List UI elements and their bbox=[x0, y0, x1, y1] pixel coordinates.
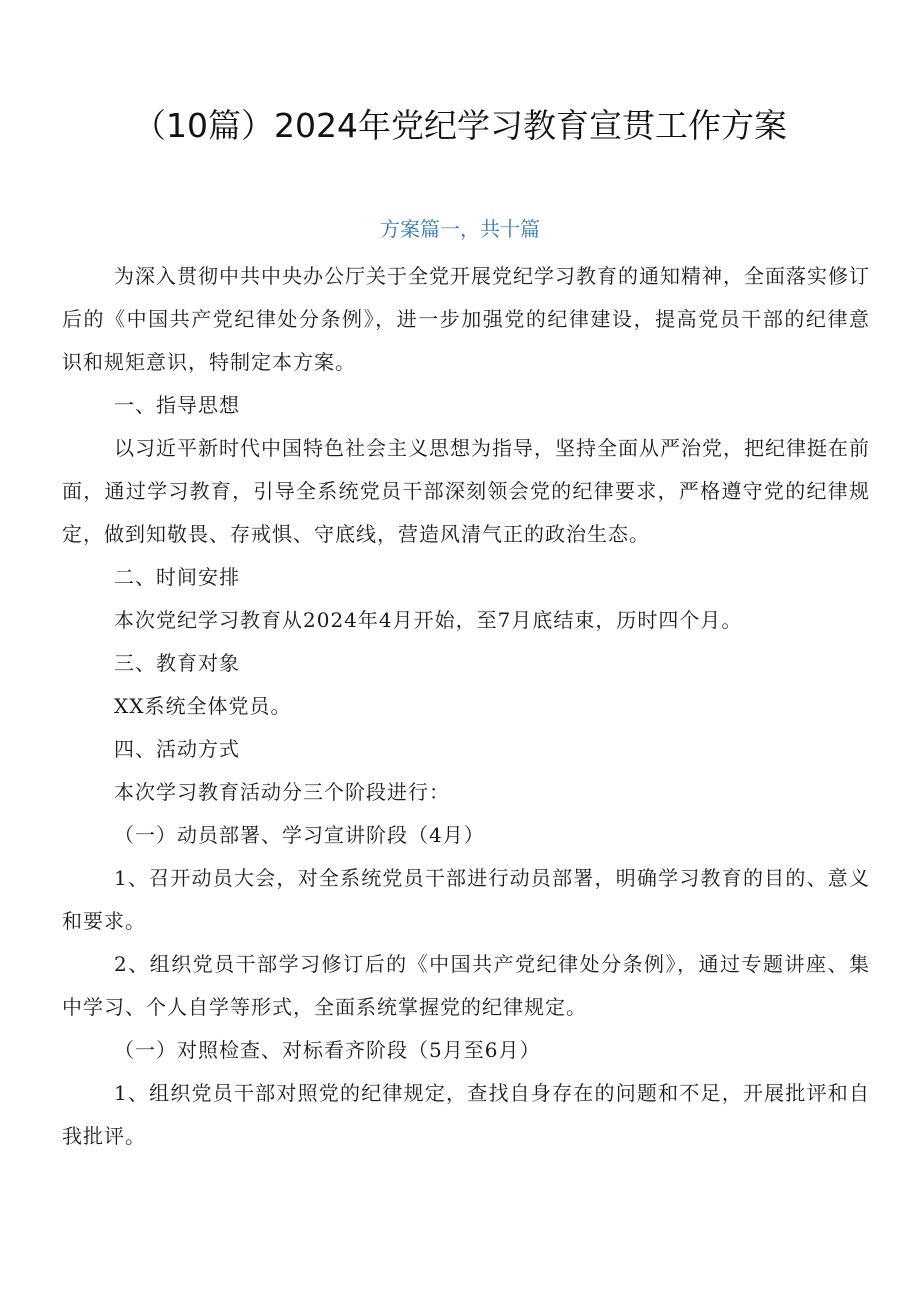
self-check-item-1: 1、组织党员干部对照党的纪律规定，查找自身存在的问题和不足，开展批评和自我批评。 bbox=[62, 1081, 870, 1148]
mobilization-item-2: 2、组织党员干部学习修订后的《中国共产党纪律处分条例》，通过专题讲座、集中学习、个人自学等形式，全面系统掌握党的纪律规定。 bbox=[62, 952, 870, 1019]
audience-paragraph: XX系统全体党员。 bbox=[114, 694, 292, 718]
document-subtitle: 方案篇一，共十篇 bbox=[380, 217, 540, 241]
document-title: （10篇）2024年党纪学习教育宣贯工作方案 bbox=[133, 106, 787, 145]
intro-paragraph: 为深入贯彻中共中央办公厅关于全党开展党纪学习教育的通知精神，全面落实修订后的《中国共产党纪律处分条例》，进一步加强党的纪律建设，提高党员干部的纪律意识和规矩意识，特制定本方案。 bbox=[62, 264, 870, 374]
section-heading-audience: 三、教育对象 bbox=[114, 651, 240, 675]
methods-paragraph: 本次学习教育活动分三个阶段进行： bbox=[114, 780, 450, 804]
schedule-paragraph: 本次党纪学习教育从2024年4月开始，至7月底结束，历时四个月。 bbox=[114, 608, 743, 632]
section-heading-schedule: 二、时间安排 bbox=[114, 565, 240, 589]
mobilization-item-1: 1、召开动员大会，对全系统党员干部进行动员部署，明确学习教育的目的、意义和要求。 bbox=[62, 866, 870, 933]
guiding-ideology-paragraph: 以习近平新时代中国特色社会主义思想为指导，坚持全面从严治党，把纪律挺在前面，通过学习教育，引导全系统党员干部深刻领会党的纪律要求，严格遵守党的纪律规定，做到知敬畏、存戒惧、守底线，营造风清气正的政治生态。 bbox=[62, 436, 870, 546]
stage-heading-self-check: （一）对照检查、对标看齐阶段（5月至6月） bbox=[114, 1038, 541, 1062]
stage-heading-mobilization: （一）动员部署、学习宣讲阶段（4月） bbox=[114, 823, 485, 847]
section-heading-methods: 四、活动方式 bbox=[114, 737, 240, 761]
section-heading-guiding-ideology: 一、指导思想 bbox=[114, 393, 240, 417]
document-body bbox=[62, 255, 870, 1158]
